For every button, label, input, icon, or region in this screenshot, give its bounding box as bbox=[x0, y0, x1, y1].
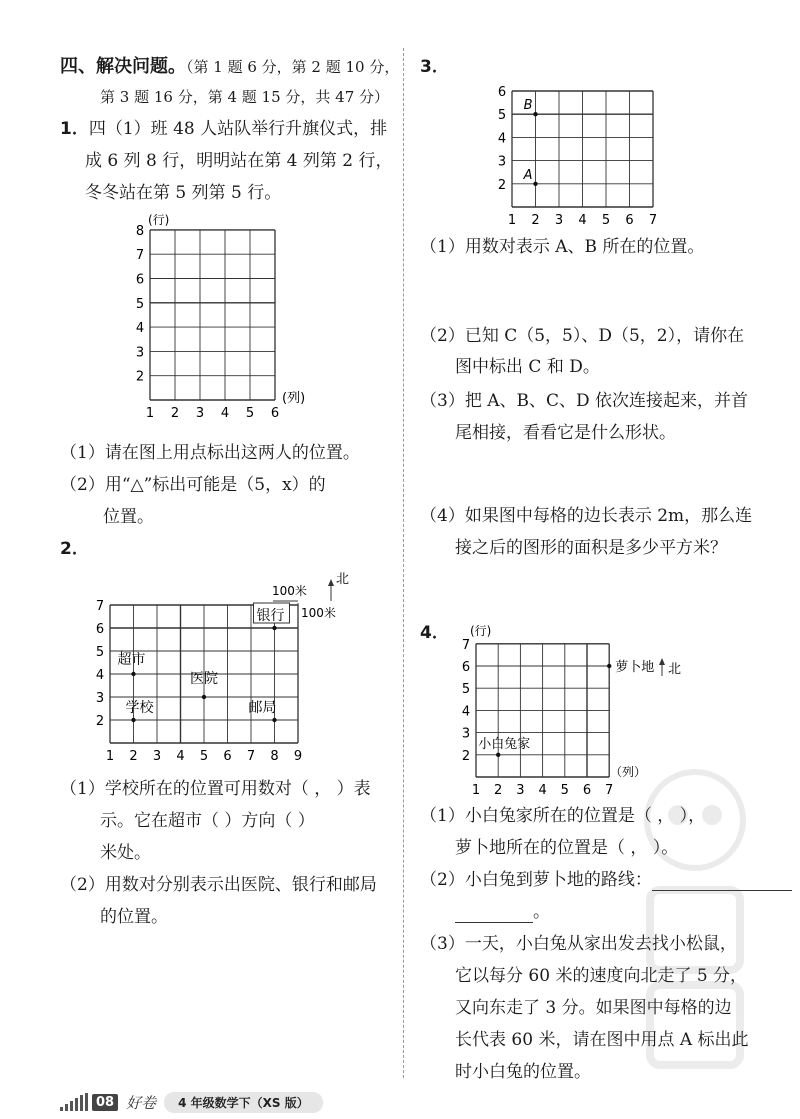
q2-x-tick: 2 bbox=[129, 749, 138, 764]
q1-line-1 bbox=[60, 118, 387, 140]
q4-point-label: 萝卜地 bbox=[615, 660, 655, 675]
q1-sub2-a: （2）用“△”标出可能是（5，x）的 bbox=[60, 475, 326, 495]
q4-north-label: 北 bbox=[668, 662, 682, 677]
q2-place-dot bbox=[272, 718, 276, 722]
q1-sub2-b: 位置。 bbox=[103, 507, 154, 527]
q2-y-tick: 5 bbox=[95, 645, 105, 660]
q3-sub4-b: 接之后的图形的面积是多少平方米？ bbox=[455, 538, 727, 558]
q1-text-2: 成 6 列 8 行，明明站在第 4 列第 2 行， bbox=[85, 151, 393, 171]
q1-text-1: 四（1）班 48 人站队举行升旗仪式，排 bbox=[88, 119, 388, 139]
q3-number: 3． bbox=[420, 57, 449, 77]
q2-y-tick: 6 bbox=[95, 622, 105, 637]
q1-x-tick: 1 bbox=[145, 406, 155, 421]
q3-sub2-b: 图中标出 C 和 D。 bbox=[455, 357, 600, 377]
q2-map-chart[interactable] bbox=[90, 565, 360, 770]
q2-y-tick: 4 bbox=[95, 668, 105, 683]
q2-sub1-a: （1）学校所在的位置可用数对（ ， ）表 bbox=[60, 779, 371, 799]
q4-y-tick: 3 bbox=[461, 726, 471, 742]
q4-y-tick: 5 bbox=[461, 682, 471, 698]
q4-x-tick: 6 bbox=[582, 783, 592, 798]
q2-y-tick: 7 bbox=[95, 599, 105, 614]
q2-sub1-c: 米处。 bbox=[100, 843, 151, 863]
q4-x-tick: 4 bbox=[538, 783, 547, 798]
q4-x-tick: 7 bbox=[605, 783, 614, 798]
footer-grade: 4 年级数学下（XS 版） bbox=[164, 1092, 323, 1113]
q2-place-label: 医院 bbox=[190, 671, 218, 687]
q3-y-tick: 3 bbox=[497, 154, 507, 170]
q4-sub3-d: 长代表 60 米，请在图中用点 A 标出此 bbox=[455, 1030, 749, 1050]
q1-y-tick: 2 bbox=[135, 369, 145, 385]
q1-text-3: 冬冬站在第 5 列第 5 行。 bbox=[85, 183, 282, 203]
q3-sub4-a: （4）如果图中每格的边长表示 2m，那么连 bbox=[420, 506, 753, 526]
q4-sub3-c: 又向东走了 3 分。如果图中每格的边 bbox=[455, 998, 732, 1018]
footer-bars-icon bbox=[60, 1093, 88, 1111]
q2-place-dot bbox=[202, 695, 206, 699]
q4-sub3-b: 它以每分 60 米的速度向北走了 5 分， bbox=[455, 966, 748, 986]
q3-point-label: A bbox=[523, 167, 533, 183]
q2-scale-v: 100米 bbox=[301, 606, 336, 620]
q3-point-dot bbox=[533, 182, 537, 186]
q1-x-tick: 2 bbox=[170, 406, 180, 421]
q2-y-tick: 2 bbox=[95, 714, 105, 729]
q2-place-dot bbox=[272, 626, 276, 630]
q2-x-tick: 6 bbox=[223, 749, 232, 764]
q2-x-tick: 1 bbox=[105, 749, 115, 764]
q1-sub1: （1）请在图上用点标出这两人的位置。 bbox=[60, 443, 360, 463]
q4-sub2-line-2 bbox=[455, 901, 550, 923]
q3-x-tick: 7 bbox=[648, 213, 658, 228]
q2-place-label: 银行 bbox=[256, 608, 285, 624]
q1-x-axis-label: (列) bbox=[282, 391, 306, 406]
q4-sub3-a: （3）一天，小白兔从家出发去找小松鼠， bbox=[420, 934, 737, 954]
q2-sub2-b: 的位置。 bbox=[100, 907, 168, 927]
q1-y-tick: 5 bbox=[135, 296, 145, 312]
q2-place-label: 超市 bbox=[117, 652, 146, 668]
q2-place-label: 邮局 bbox=[248, 700, 277, 716]
q1-y-tick: 6 bbox=[135, 272, 145, 288]
q2-place-label: 学校 bbox=[125, 700, 154, 716]
q1-y-tick: 7 bbox=[135, 248, 145, 264]
q2-x-tick: 9 bbox=[293, 749, 303, 764]
q1-number: 1． bbox=[60, 119, 89, 139]
q3-y-tick: 5 bbox=[497, 108, 507, 124]
section-scoring-2: 第 3 题 16 分，第 4 题 15 分，共 47 分） bbox=[100, 88, 390, 106]
q3-point-label: B bbox=[523, 98, 533, 114]
q3-x-tick: 5 bbox=[601, 213, 611, 228]
mascot-watermark-icon bbox=[630, 760, 760, 1080]
q1-y-axis-label: (行) bbox=[148, 213, 170, 227]
q3-x-tick: 2 bbox=[531, 213, 540, 228]
q2-number: 2． bbox=[60, 539, 89, 559]
q2-north-label: 北 bbox=[336, 572, 350, 587]
q2-x-tick: 7 bbox=[246, 749, 256, 764]
q3-x-tick: 6 bbox=[625, 213, 634, 228]
q3-sub2-a: （2）已知 C（5，5）、D（5，2），请你在 bbox=[420, 326, 745, 346]
q3-x-tick: 3 bbox=[554, 213, 564, 228]
q4-sub1-a: （1）小白兔家所在的位置是（ ， ）， bbox=[420, 806, 706, 826]
q4-north-arrowhead bbox=[659, 658, 665, 665]
column-divider bbox=[403, 48, 404, 1078]
section-scoring-1: （第 1 题 6 分，第 2 题 10 分， bbox=[186, 58, 400, 76]
q4-sub3-e: 时小白兔的位置。 bbox=[455, 1062, 591, 1082]
q2-north-arrowhead bbox=[328, 579, 334, 586]
q4-point-dot bbox=[496, 753, 500, 757]
q4-number: 4． bbox=[420, 623, 449, 643]
page-footer bbox=[60, 1092, 323, 1112]
q1-grid-chart[interactable] bbox=[130, 210, 320, 420]
q3-x-tick: 4 bbox=[578, 213, 587, 228]
q2-x-tick: 8 bbox=[270, 749, 279, 764]
q2-y-tick: 3 bbox=[95, 691, 105, 706]
q1-x-tick: 3 bbox=[195, 406, 205, 421]
q4-x-tick: 2 bbox=[494, 783, 503, 798]
q2-x-tick: 4 bbox=[176, 749, 185, 764]
q4-y-tick: 4 bbox=[461, 704, 471, 720]
q3-sub1: （1）用数对表示 A、B 所在的位置。 bbox=[420, 237, 705, 257]
q3-sub3-b: 尾相接，看看它是什么形状。 bbox=[455, 423, 676, 443]
q2-place-dot bbox=[131, 672, 135, 676]
q4-y-axis-label: (行) bbox=[470, 624, 492, 638]
q3-x-tick: 1 bbox=[507, 213, 517, 228]
q4-x-tick: 5 bbox=[560, 783, 569, 798]
q4-x-tick: 1 bbox=[471, 783, 481, 798]
q2-place-dot bbox=[131, 718, 135, 722]
q2-sub1-b: 示。它在超市（ ）方向（ ） bbox=[100, 811, 315, 831]
q1-x-tick: 4 bbox=[220, 406, 230, 421]
q4-route-blank-2[interactable] bbox=[455, 904, 533, 923]
footer-brand: 好卷 bbox=[126, 1093, 157, 1112]
q4-x-axis-label: （列） bbox=[610, 765, 647, 779]
q4-sub2-end: 。 bbox=[533, 902, 550, 922]
page-number: 08 bbox=[92, 1094, 118, 1111]
q1-y-tick: 8 bbox=[135, 223, 145, 239]
q4-y-tick: 2 bbox=[461, 748, 471, 764]
q4-sub1-b: 萝卜地所在的位置是（ ， ）。 bbox=[455, 838, 679, 858]
q4-x-tick: 3 bbox=[516, 783, 525, 798]
q2-x-tick: 5 bbox=[199, 749, 209, 764]
section-header bbox=[60, 56, 399, 78]
q3-sub3-a: （3）把 A、B、C、D 依次连接起来，并首 bbox=[420, 391, 749, 411]
q3-y-tick: 2 bbox=[497, 177, 507, 193]
q4-y-tick: 7 bbox=[461, 637, 471, 653]
q3-grid-chart[interactable] bbox=[490, 78, 670, 228]
q1-x-tick: 6 bbox=[270, 406, 280, 421]
q4-y-tick: 6 bbox=[461, 660, 471, 675]
q2-sub2-a: （2）用数对分别表示出医院、银行和邮局 bbox=[60, 875, 377, 895]
q3-y-tick: 4 bbox=[497, 131, 507, 147]
q2-x-tick: 3 bbox=[152, 749, 162, 764]
q1-x-tick: 5 bbox=[245, 406, 255, 421]
q4-point-dot bbox=[607, 664, 611, 668]
q3-y-tick: 6 bbox=[497, 85, 507, 100]
q4-point-label: 小白兔家 bbox=[478, 736, 531, 752]
q2-scale-h: 100米 bbox=[272, 584, 307, 598]
q3-point-dot bbox=[533, 112, 537, 116]
q1-y-tick: 4 bbox=[135, 321, 145, 337]
q1-y-tick: 3 bbox=[135, 345, 145, 361]
section-title: 四、解决问题。 bbox=[60, 56, 186, 77]
q4-sub2: （2）小白兔到萝卜地的路线： bbox=[420, 870, 652, 890]
